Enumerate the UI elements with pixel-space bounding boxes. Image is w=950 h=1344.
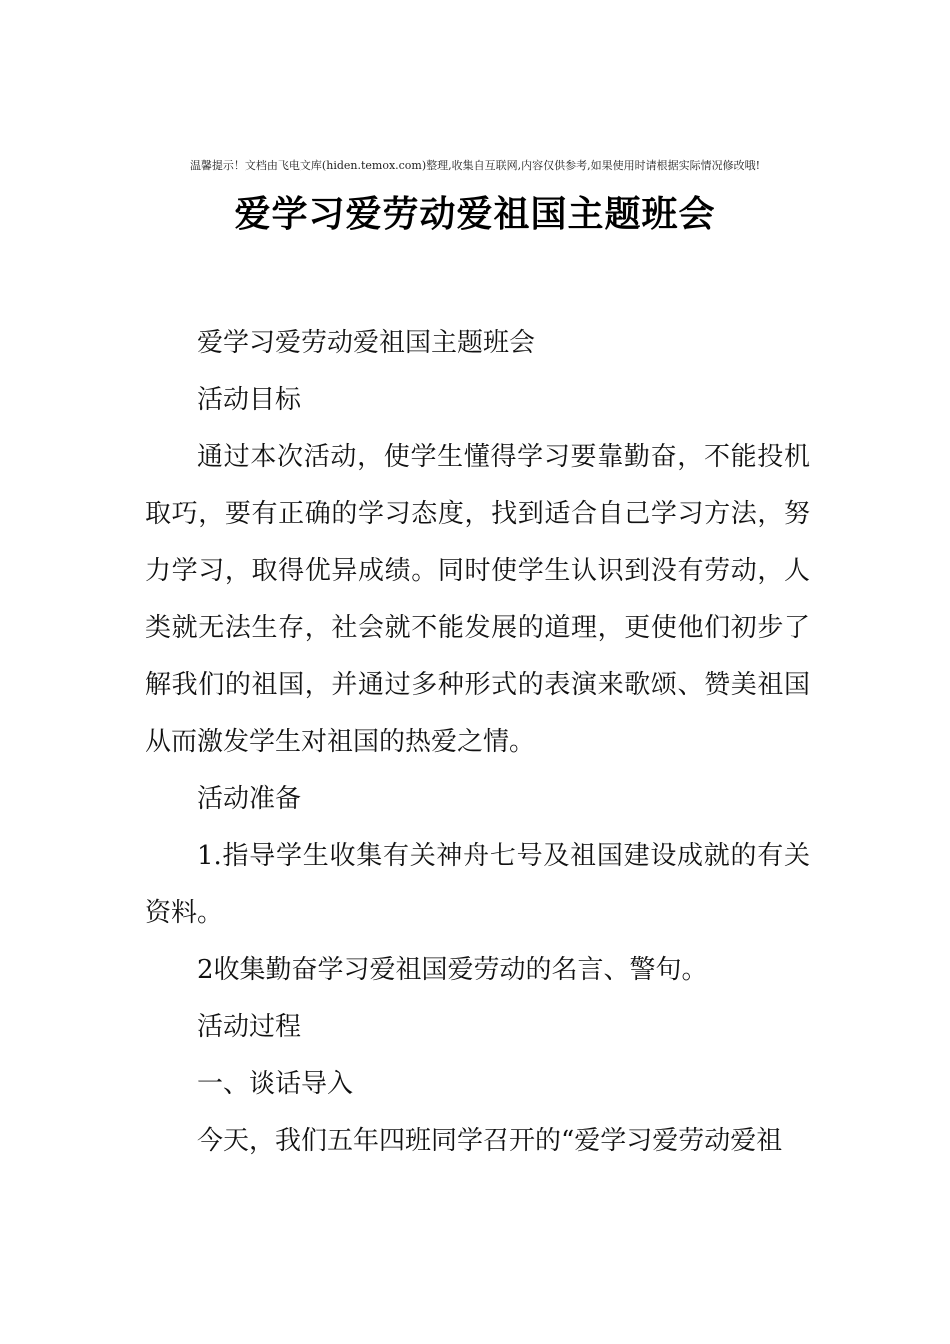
section-heading-goals: 活动目标 <box>197 385 302 415</box>
process-step-heading: 一、谈话导入 <box>197 1069 354 1099</box>
section-heading-process: 活动过程 <box>197 1012 302 1042</box>
section-heading-preparation: 活动准备 <box>197 784 302 814</box>
goals-paragraph: 通过本次活动，使学生懂得学习要靠勤奋，不能投机取巧，要有正确的学习态度，找到适合自己学习方法，努力学习，取得优异成绩。同时使学生认识到没有劳动，人类就无法生存，社会就不能发展的道理，更使他们初步了解我们的祖国，并通过多种形式的表演来歌颂、赞美祖国从而激发学生对祖国的热爱之情。 <box>145 442 810 757</box>
document-body <box>145 315 810 1170</box>
header-notice: 温馨提示！文档由飞电文库(hiden.temox.com)整理,收集自互联网,内容仅供参考,如果使用时请根据实际情况修改哦! <box>189 159 761 172</box>
document-title: 爱学习爱劳动爱祖国主题班会 <box>234 193 716 235</box>
subtitle-paragraph: 爱学习爱劳动爱祖国主题班会 <box>197 328 536 358</box>
preparation-item-1: 1.指导学生收集有关神舟七号及祖国建设成就的有关资料。 <box>145 841 810 928</box>
process-paragraph: 今天，我们五年四班同学召开的“爱学习爱劳动爱祖 <box>197 1126 783 1156</box>
preparation-item-2: 2收集勤奋学习爱祖国爱劳动的名言、警句。 <box>197 955 708 985</box>
